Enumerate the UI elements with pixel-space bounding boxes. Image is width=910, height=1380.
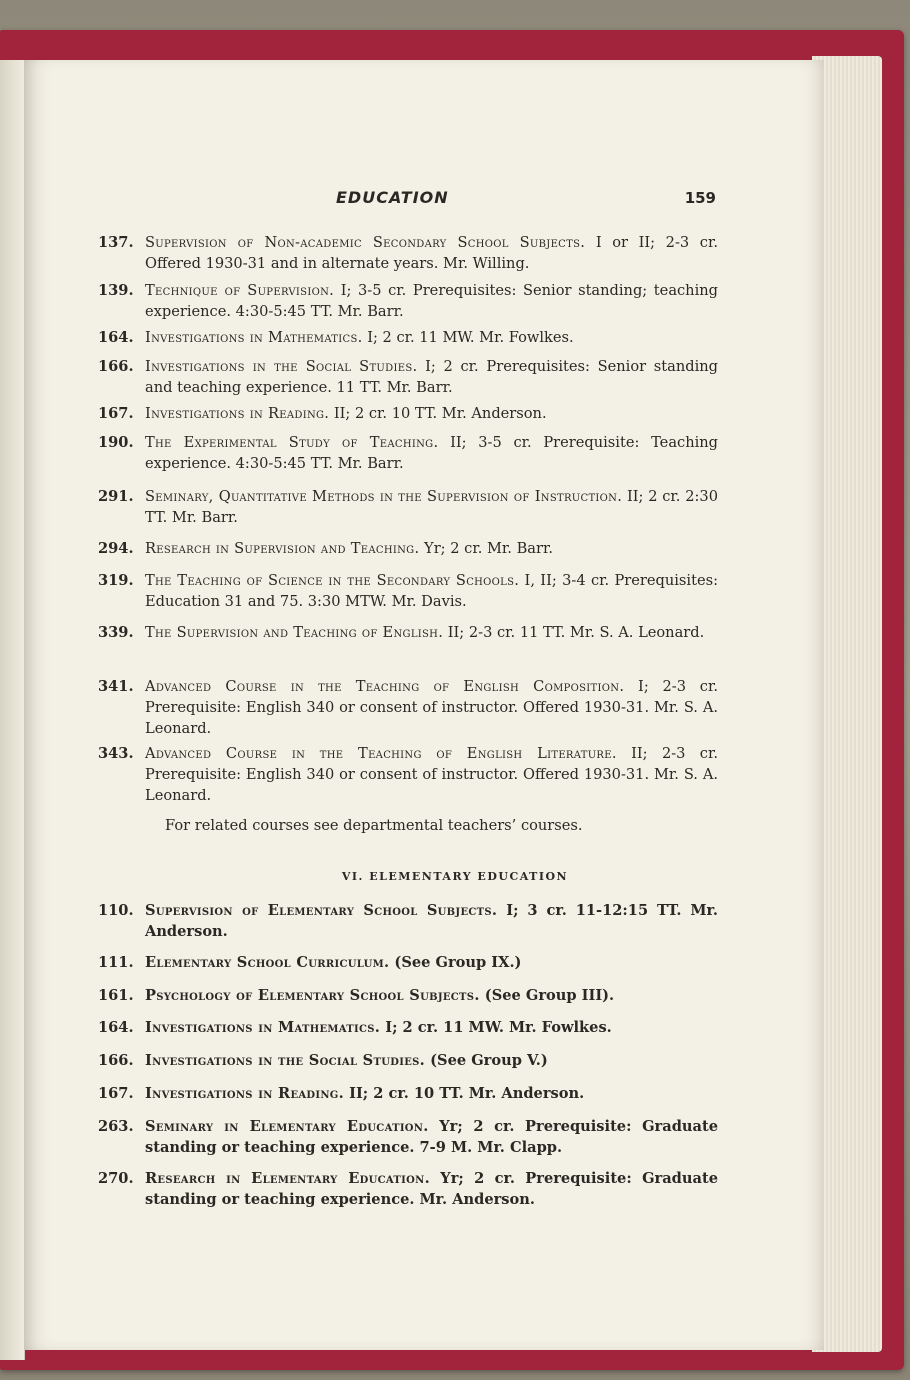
course-entry (98, 1050, 718, 1071)
course-number: 167. (98, 1085, 134, 1102)
course-entry (98, 622, 718, 643)
course-details: I; 2 cr. Prerequisites: Senior standing and teaching experience. 11 TT. Mr. Barr. (145, 358, 718, 396)
course-entry (98, 900, 718, 942)
course-entry (98, 327, 718, 348)
course-details: Yr; 2 cr. Mr. Barr. (419, 540, 553, 557)
course-entry (98, 1083, 718, 1104)
course-title: Investigations in Mathematics. (145, 329, 363, 346)
course-title: The Experimental Study of Teaching. (145, 434, 439, 451)
course-number: 270. (98, 1170, 134, 1187)
course-entry (98, 1168, 718, 1210)
course-number: 161. (98, 987, 134, 1004)
course-title: Supervision of Elementary School Subjects. (145, 902, 498, 919)
course-details: II; 2-3 cr. 11 TT. Mr. S. A. Leonard. (443, 624, 705, 641)
page-header (0, 188, 910, 212)
page-number: 159 (684, 189, 716, 207)
course-entry (98, 403, 718, 424)
course-entry (98, 1116, 718, 1158)
course-details: Yr; 2 cr. Prerequisite: Graduate standing or teaching experience. 7-9 M. Mr. Clapp. (145, 1118, 718, 1156)
course-entry (98, 985, 718, 1006)
course-number: 111. (98, 954, 134, 971)
course-details: I; 3 cr. 11-12:15 TT. Mr. Anderson. (145, 902, 718, 940)
course-number: 319. (98, 572, 134, 589)
course-details: I; 2-3 cr. Prerequisite: English 340 or consent of instructor. Offered 1930-31. Mr. S. A. Leonard. (145, 678, 718, 737)
course-number: 164. (98, 329, 134, 346)
course-title: The Teaching of Science in the Secondary Schools. (145, 572, 520, 589)
course-title: Psychology of Elementary School Subjects. (145, 987, 480, 1004)
course-details: II; 2 cr. 10 TT. Mr. Anderson. (329, 405, 547, 422)
course-details: II; 2 cr. 10 TT. Mr. Anderson. (344, 1085, 585, 1102)
course-entry (98, 356, 718, 398)
course-number: 294. (98, 540, 134, 557)
course-entry (98, 1017, 718, 1038)
course-number: 167. (98, 405, 134, 422)
course-details: I, II; 3-4 cr. Prerequisites: Education 31 and 75. 3:30 MTW. Mr. Davis. (145, 572, 718, 610)
course-title: Investigations in Mathematics. (145, 1019, 381, 1036)
course-details: I; 2 cr. 11 MW. Mr. Fowlkes. (380, 1019, 612, 1036)
course-number: 341. (98, 678, 134, 695)
course-entry (98, 280, 718, 322)
course-number: 137. (98, 234, 134, 251)
course-title: Advanced Course in the Teaching of English Literature. (145, 745, 617, 762)
course-number: 166. (98, 358, 134, 375)
course-title: Seminary in Elementary Education. (145, 1118, 429, 1135)
course-number: 190. (98, 434, 134, 451)
course-number: 139. (98, 282, 134, 299)
course-title: Investigations in Reading. (145, 1085, 345, 1102)
course-number: 343. (98, 745, 134, 762)
course-entry (98, 538, 718, 559)
course-entry (98, 952, 718, 973)
running-title: EDUCATION (336, 188, 449, 207)
course-details: (See Group III). (479, 987, 615, 1004)
related-courses-note: For related courses see departmental teachers’ courses. (165, 817, 583, 834)
course-entry (98, 743, 718, 806)
course-number: 291. (98, 488, 134, 505)
course-title: Research in Elementary Education. (145, 1170, 430, 1187)
course-title: Advanced Course in the Teaching of English Composition. (145, 678, 625, 695)
course-number: 339. (98, 624, 134, 641)
course-title: Investigations in the Social Studies. (145, 1052, 426, 1069)
course-title: Technique of Supervision. (145, 282, 335, 299)
course-title: Supervision of Non-academic Secondary School Subjects. (145, 234, 586, 251)
course-title: Research in Supervision and Teaching. (145, 540, 420, 557)
course-number: 110. (98, 902, 134, 919)
course-number: 263. (98, 1118, 134, 1135)
course-title: Seminary, Quantitative Methods in the Supervision of Instruction. (145, 488, 623, 505)
course-details: (See Group IX.) (389, 954, 522, 971)
course-entry (98, 432, 718, 474)
course-details: II; 2 cr. 2:30 TT. Mr. Barr. (145, 488, 719, 526)
course-title: Investigations in Reading. (145, 405, 330, 422)
section-heading: VI. ELEMENTARY EDUCATION (341, 870, 569, 883)
course-title: Elementary School Curriculum. (145, 954, 390, 971)
course-number: 166. (98, 1052, 134, 1069)
course-details: I; 2 cr. 11 MW. Mr. Fowlkes. (362, 329, 574, 346)
course-details: II; 2-3 cr. Prerequisite: English 340 or consent of instructor. Offered 1930-31. Mr. S. A. Leonard. (145, 745, 718, 804)
course-title: The Supervision and Teaching of English. (145, 624, 444, 641)
course-entry (98, 570, 718, 612)
course-entry (98, 676, 718, 739)
course-entry (98, 232, 718, 274)
course-details: (See Group V.) (425, 1052, 548, 1069)
course-number: 164. (98, 1019, 134, 1036)
course-details: I; 3-5 cr. Prerequisites: Senior standing; teaching experience. 4:30-5:45 TT. Mr. Barr. (145, 282, 718, 320)
course-details: Yr; 2 cr. Prerequisite: Graduate standing or teaching experience. Mr. Anderson. (145, 1170, 718, 1208)
course-details: II; 3-5 cr. Prerequisite: Teaching experience. 4:30-5:45 TT. Mr. Barr. (145, 434, 718, 472)
left-page-edge (0, 60, 25, 1360)
course-details: I or II; 2-3 cr. Offered 1930-31 and in alternate years. Mr. Willing. (145, 234, 718, 272)
course-entry (98, 486, 718, 528)
course-title: Investigations in the Social Studies. (145, 358, 418, 375)
